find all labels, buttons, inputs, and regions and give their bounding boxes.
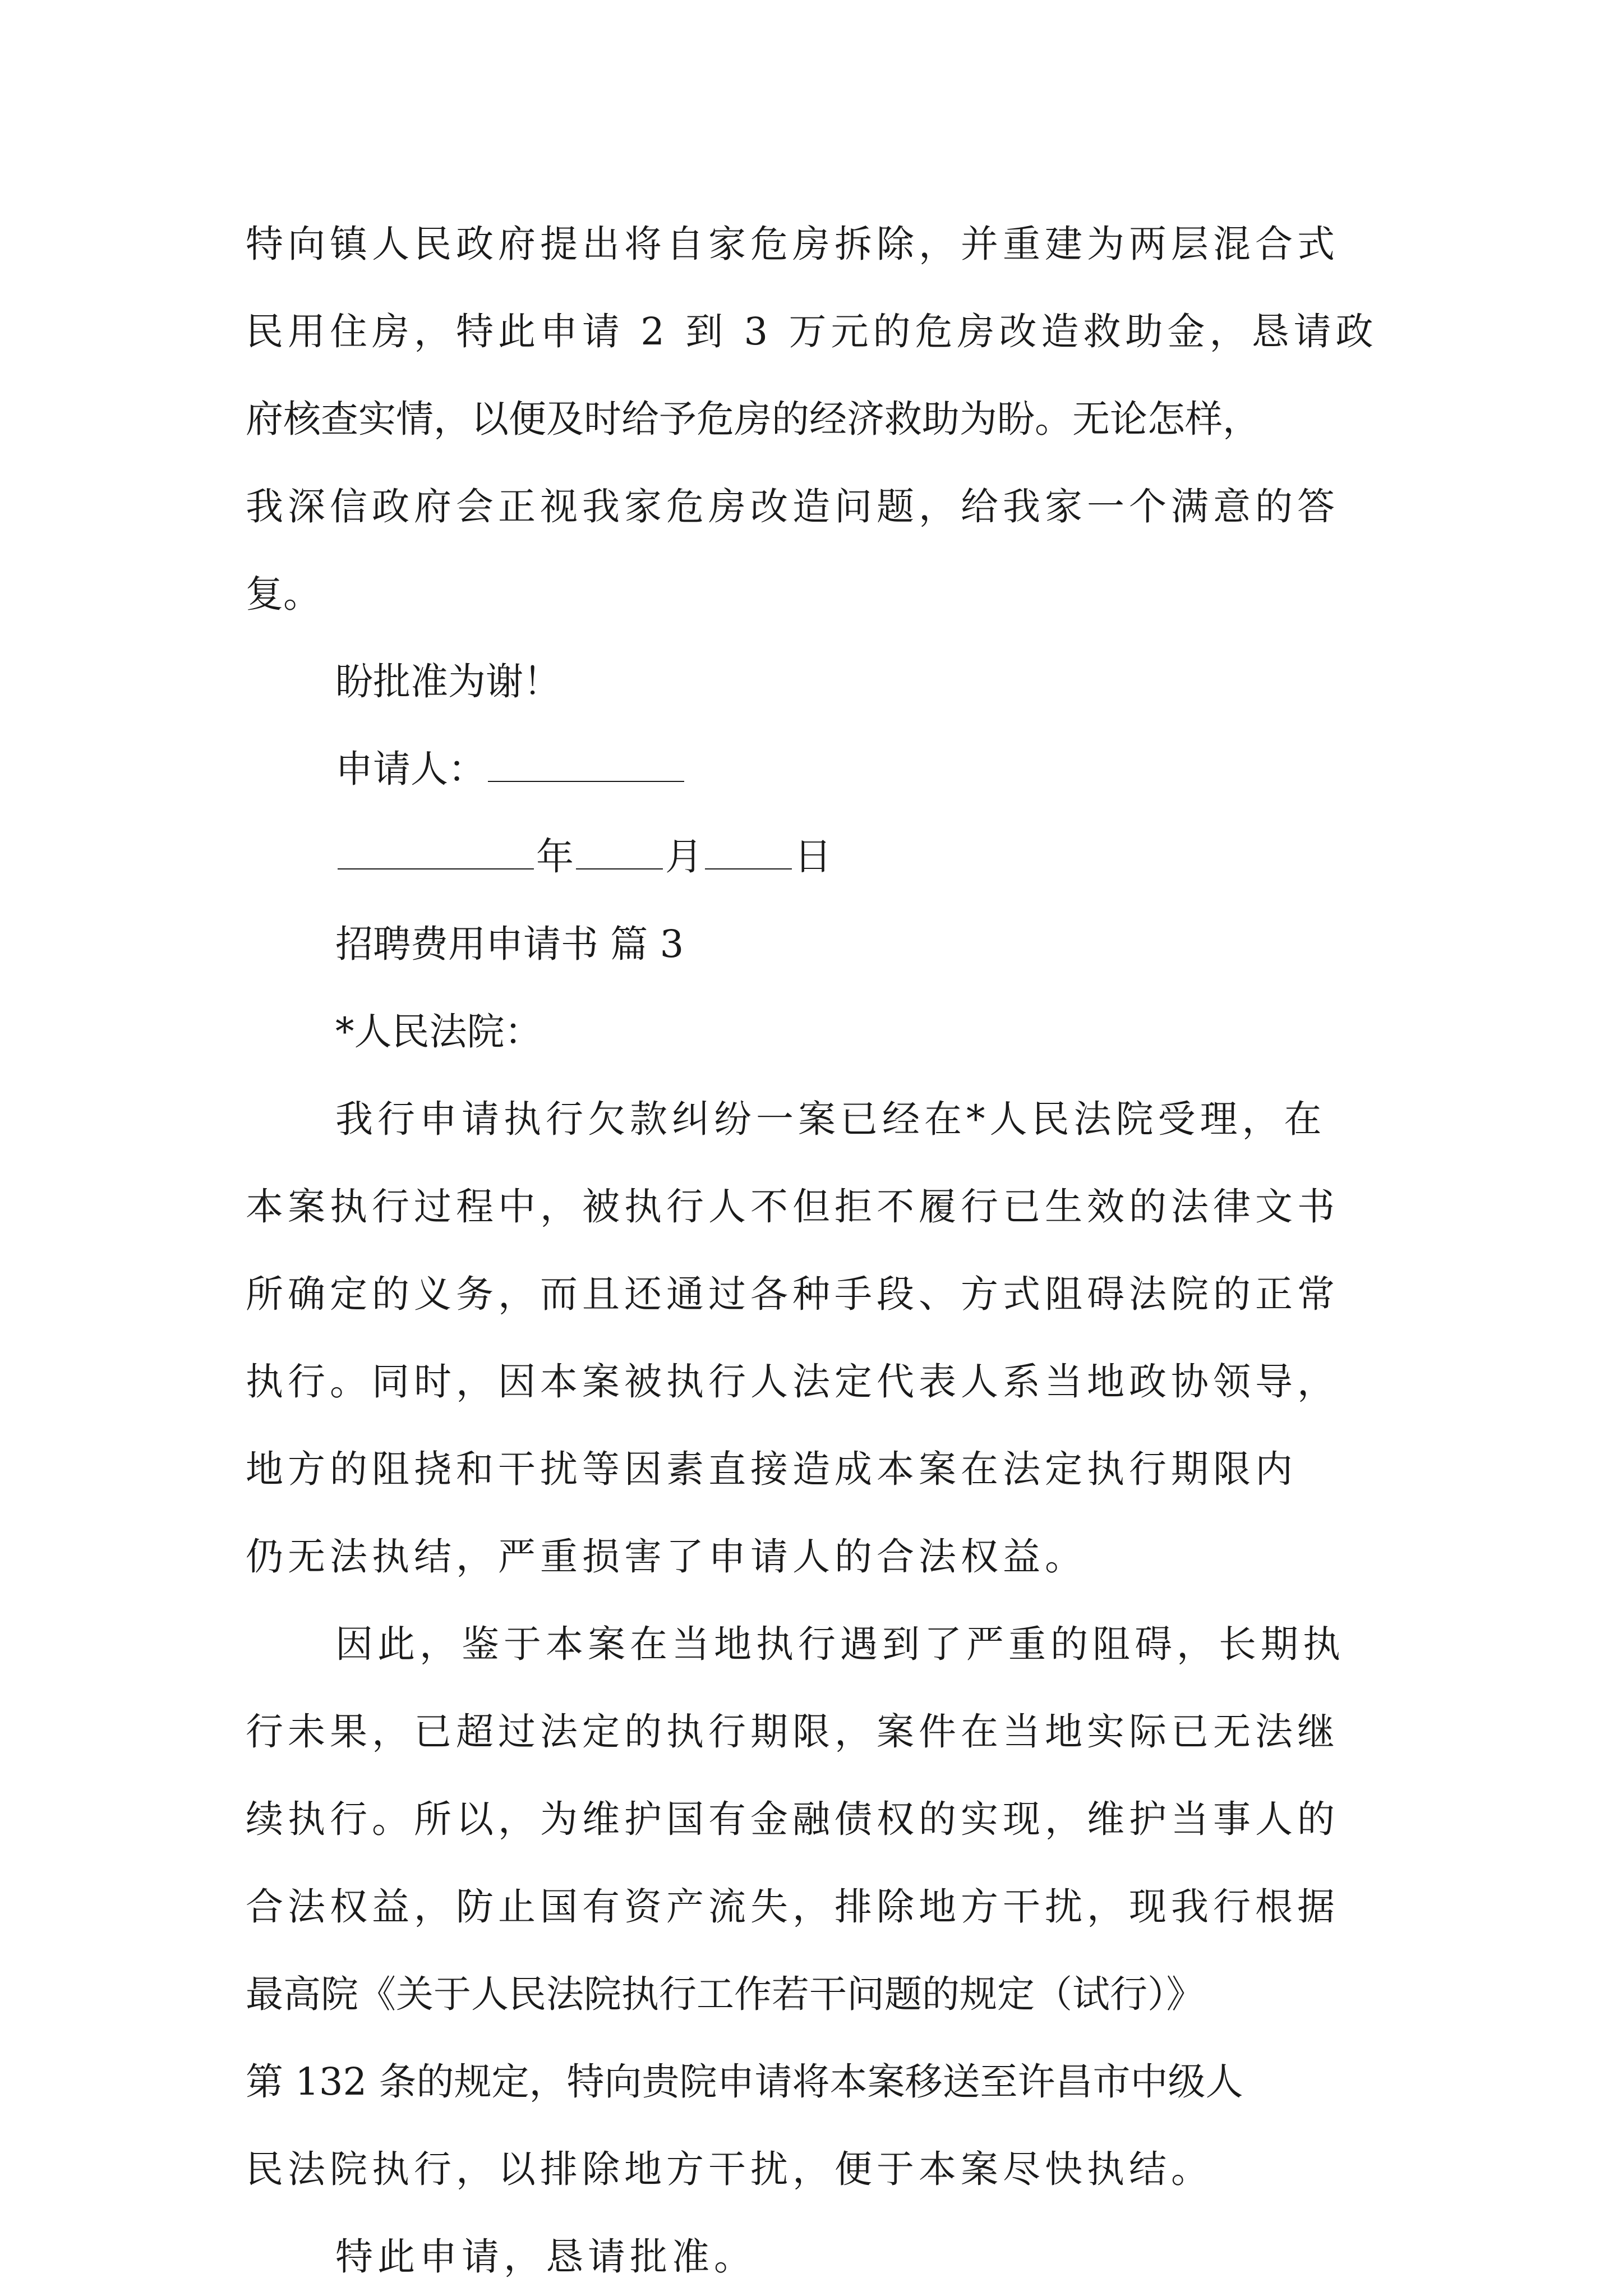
body-line: 最高院《关于人民法院执行工作若干问题的规定（试行）》 xyxy=(246,1972,1204,2016)
closing-request: 特此申请，恳请批准。 xyxy=(335,2235,756,2279)
salutation: *人民法院： xyxy=(335,1010,542,1053)
body-line: 所确定的义务，而且还通过各种手段、方式阻碍法院的正常 xyxy=(246,1272,1339,1316)
day-blank xyxy=(705,836,792,869)
body-line: 我深信政府会正视我家危房改造问题，给我家一个满意的答 xyxy=(246,485,1339,528)
body-line: 仍无法执结，严重损害了申请人的合法权益。 xyxy=(246,1535,1087,1579)
section-heading: 招聘费用申请书 篇 3 xyxy=(335,922,684,966)
body-line: 续执行。所以，为维护国有金融债权的实现，维护当事人的 xyxy=(246,1797,1339,1841)
body-line: 民法院执行，以排除地方干扰，便于本案尽快执结。 xyxy=(246,2147,1213,2191)
closing-line: 盼批准为谢！ xyxy=(335,660,561,703)
month-label: 月 xyxy=(665,835,703,878)
body-line: 执行。同时，因本案被执行人法定代表人系当地政协领导， xyxy=(246,1360,1339,1404)
year-label: 年 xyxy=(536,835,574,878)
day-label: 日 xyxy=(794,835,832,878)
body-line: 我行申请执行欠款纠纷一案已经在*人民法院受理，在 xyxy=(335,1097,1326,1141)
applicant-name-blank xyxy=(488,748,684,782)
body-line: 复。 xyxy=(246,572,321,616)
date-line xyxy=(335,826,1479,887)
body-line: 合法权益，防止国有资产流失，排除地方干扰，现我行根据 xyxy=(246,1885,1339,1929)
body-line: 第 132 条的规定，特向贵院申请将本案移送至许昌市中级人 xyxy=(246,2060,1243,2104)
body-line: 本案执行过程中，被执行人不但拒不履行已生效的法律文书 xyxy=(246,1185,1339,1228)
body-line: 因此，鉴于本案在当地执行遇到了严重的阻碍，长期执 xyxy=(335,1622,1345,1666)
body-line: 府核查实情，以便及时给予危房的经济救助为盼。无论怎样， xyxy=(246,397,1260,441)
body-line: 特向镇人民政府提出将自家危房拆除，并重建为两层混合式 xyxy=(246,222,1339,266)
applicant-label: 申请人： xyxy=(335,747,486,791)
month-blank xyxy=(576,836,663,869)
body-line: 民用住房，特此申请 2 到 3 万元的危房改造救助金，恳请政 xyxy=(246,310,1378,353)
year-blank xyxy=(338,836,534,869)
body-line: 行未果，已超过法定的执行期限，案件在当地实际已无法继 xyxy=(246,1710,1339,1754)
body-line: 地方的阻挠和干扰等因素直接造成本案在法定执行期限内 xyxy=(246,1447,1297,1491)
applicant-line xyxy=(335,738,1479,800)
